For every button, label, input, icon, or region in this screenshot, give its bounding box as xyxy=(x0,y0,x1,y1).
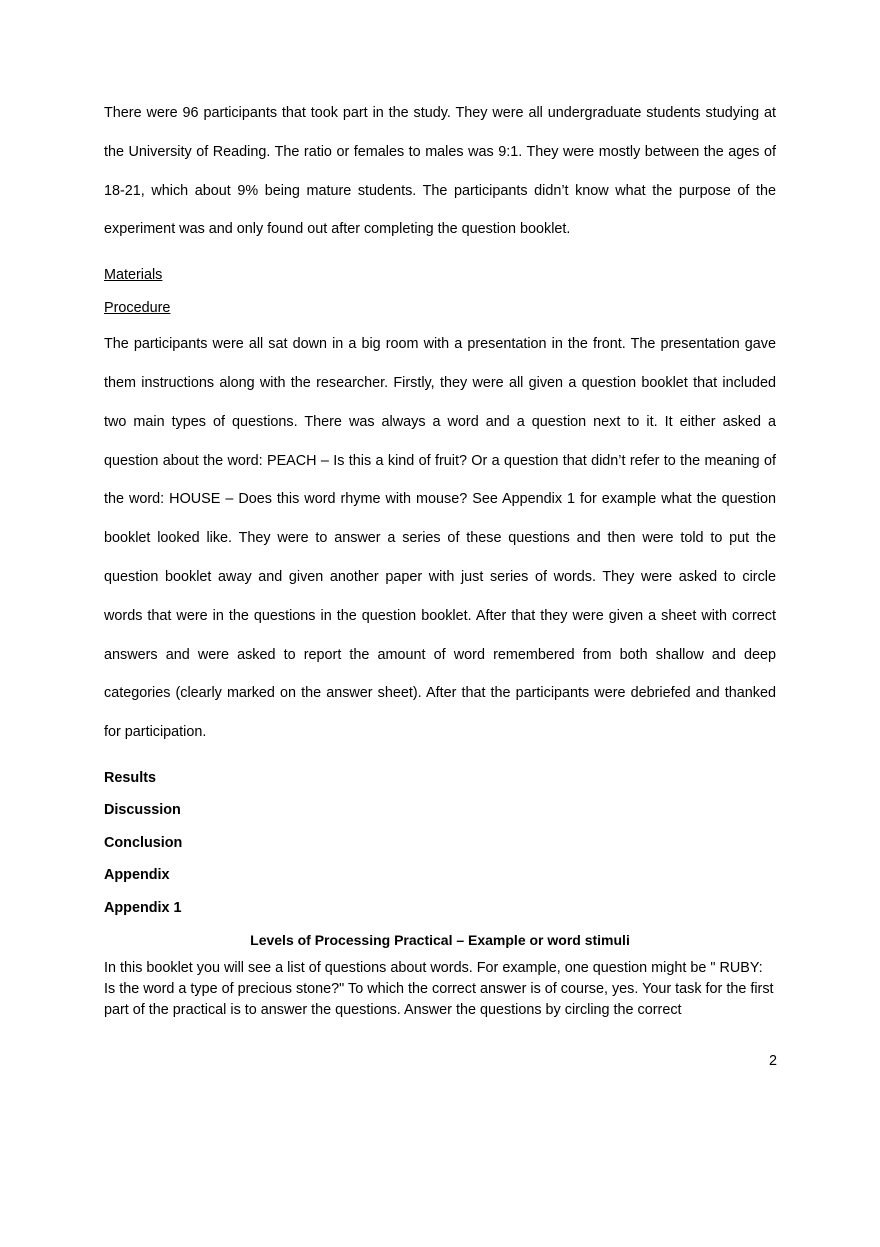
results-heading: Results xyxy=(104,769,156,786)
procedure-heading: Procedure xyxy=(104,300,171,317)
materials-heading: Materials xyxy=(104,267,163,284)
conclusion-heading: Conclusion xyxy=(104,834,183,851)
appendix-title: Levels of Processing Practical – Example or word stimuli xyxy=(250,932,630,949)
procedure-paragraph: The participants were all sat down in a big room with a presentation in the front. The presentation gave them instructions along with the researcher. Firstly, they were all given a question booklet that included two main types of questions. There was always a word and a question next to it. It either asked a question about the word: PEACH – Is this a kind of fruit? Or a question that didn’t refer to the meaning of the word: HOUSE – Does this word rhyme with mouse? See Appendix 1 for example what the question booklet looked like. They were to answer a series of these questions and then were told to put the question booklet away and given another paper with just series of words. They were asked to circle words that were in the questions in the question booklet. After that they were given a sheet with correct answers and were asked to report the amount of word remembered from both shallow and deep categories (clearly marked on the answer sheet). After that the participants were debriefed and thanked for participation. xyxy=(104,336,776,741)
document-page xyxy=(104,94,776,1021)
participants-paragraph: There were 96 participants that took part in the study. They were all undergraduate students studying at the University of Reading. The ratio or females to males was 9:1. They were mostly between the ages of 18-21, which about 9% being mature students. The participants didn’t know what the purpose of the experiment was and only found out after completing the question booklet. xyxy=(104,105,776,238)
spacer xyxy=(104,249,776,259)
spacer xyxy=(104,752,776,762)
appendix-heading: Appendix xyxy=(104,867,170,884)
discussion-heading: Discussion xyxy=(104,802,181,819)
appendix-1-heading: Appendix 1 xyxy=(104,899,182,916)
appendix-intro-paragraph: In this booklet you will see a list of questions about words. For example, one question might be " RUBY: Is the word a type of precious stone?" To which the correct answer is of course, yes. Your task for the first part of the practical is to answer the questions. Answer the questions by circling the correct xyxy=(104,960,774,1019)
page-number: 2 xyxy=(768,1053,777,1069)
